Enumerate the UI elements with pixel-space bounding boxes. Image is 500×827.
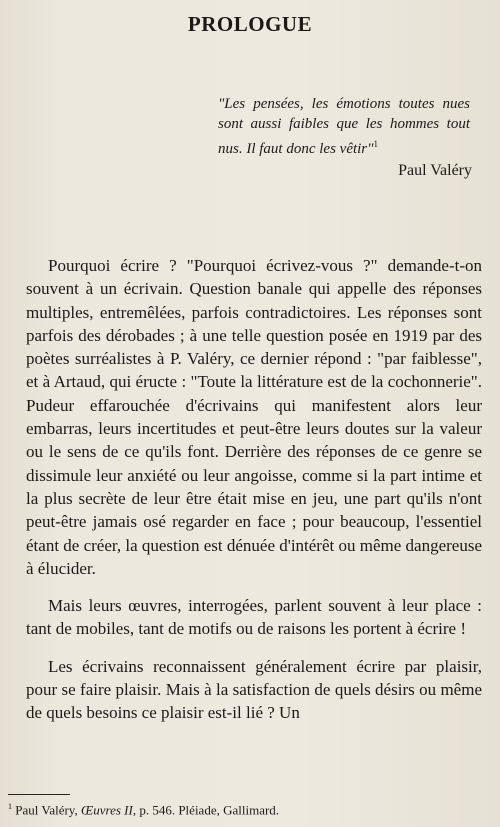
footnote-work-title: Œuvres II	[80, 802, 133, 818]
footnote	[8, 802, 279, 818]
epigraph-note-ref: 1	[373, 139, 378, 149]
epigraph-quote	[218, 94, 470, 159]
epigraph-author: Paul Valéry	[398, 162, 472, 179]
paragraph-3: Les écrivains reconnaissent généralement écrire par plaisir, pour se faire plaisir. Mais à la satisfaction de quels désirs ou même de quels besoins ce plaisir est-il lié ? Un	[26, 656, 482, 723]
footnote-divider	[8, 794, 70, 795]
body-text	[26, 254, 482, 725]
footnote-text-after: , p. 546. Pléiade, Gallimard.	[132, 802, 280, 818]
epigraph-text: "Les pensées, les émotions toutes nues sont aussi faibles que les hommes tout nus. Il faut donc les vêtir"	[218, 96, 470, 157]
footnote-text-before: Paul Valéry,	[15, 802, 81, 818]
footnote-number: 1	[8, 802, 12, 811]
chapter-title: PROLOGUE	[187, 12, 313, 36]
paragraph-2: Mais leurs œuvres, interrogées, parlent souvent à leur place : tant de mobiles, tant de motifs ou de raisons les portent à écrire !	[26, 596, 482, 639]
paragraph-1: Pourquoi écrire ? "Pourquoi écrivez-vous ?" demande-t-on souvent à un écrivain. Question banale qui appelle des réponses multiples, entremêlées, parfois contradictoires. Les réponses sont parfois des dérobades ; à une telle question posée en 1919 par des poètes surréalistes à P. Valéry, ce dernier répond : "par faiblesse", et à Artaud, qui éructe : "Toute la littérature est de la cochonnerie". Pudeur effarouchée d'écrivains qui manifestent alors leur embarras, leurs incertitudes et peut-être leurs doutes sur la valeur ou le sens de ce qu'ils font. Derrière des réponses de ce genre se dissimule leur anxiété ou leur angoisse, comme si la part intime et la plus secrète de leur être était mise en jeu, une part qu'ils n'ont peut-être jamais osé regarder en face ; pour beaucoup, l'essentiel étant de créer, la question est dénuée d'intérêt ou même dangereuse à élucider.	[26, 256, 482, 578]
